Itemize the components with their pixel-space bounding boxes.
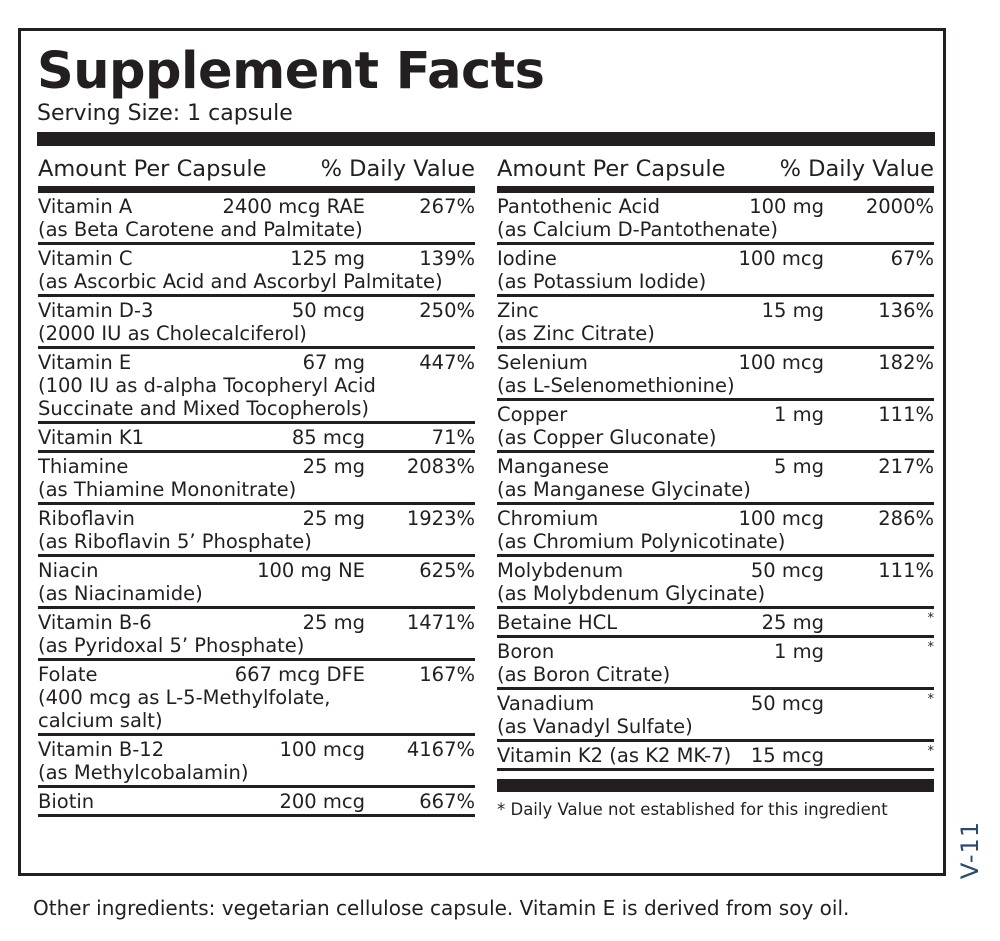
nutrient-source: (as Vanadyl Sulfate) <box>497 715 693 738</box>
nutrient-source: (as Molybdenum Glycinate) <box>497 582 766 605</box>
nutrient-name: Betaine HCL <box>497 611 618 634</box>
nutrient-daily-value: 182% <box>878 351 934 374</box>
nutrient-source: (as Methylcobalamin) <box>38 761 249 784</box>
nutrient-amount: 25 mg <box>302 455 365 478</box>
nutrient-row <box>38 505 475 557</box>
nutrient-main-line <box>38 426 475 449</box>
nutrient-daily-value: 267% <box>419 195 475 218</box>
nutrient-amount: 25 mg <box>302 611 365 634</box>
nutrient-amount: 67 mg <box>302 351 365 374</box>
nutrient-source: (400 mcg as L-5-Methylfolate, <box>38 686 331 709</box>
nutrient-main-line <box>38 455 475 478</box>
nutrient-amount: 100 mcg <box>738 507 824 530</box>
nutrient-row <box>497 742 934 771</box>
column-header <box>497 155 934 183</box>
nutrient-source: (as Manganese Glycinate) <box>497 478 751 501</box>
nutrient-amount: 15 mg <box>761 299 824 322</box>
nutrient-amount: 100 mcg <box>738 247 824 270</box>
nutrient-row <box>497 690 934 742</box>
nutrient-amount: 1 mg <box>774 403 824 426</box>
nutrient-amount: 15 mcg <box>750 744 824 767</box>
nutrient-row <box>38 245 475 297</box>
nutrient-name: Manganese <box>497 455 609 478</box>
daily-value-header: % Daily Value <box>779 156 934 182</box>
bottom-divider-bar <box>497 779 934 792</box>
nutrient-daily-value: 2083% <box>406 455 475 478</box>
nutrient-name: Pantothenic Acid <box>497 195 660 218</box>
nutrient-amount: 25 mg <box>302 507 365 530</box>
nutrient-row <box>38 349 475 424</box>
nutrient-name: Iodine <box>497 247 557 270</box>
nutrient-row <box>38 661 475 736</box>
nutrient-source: (as Thiamine Mononitrate) <box>38 478 297 501</box>
nutrient-daily-value: 136% <box>878 299 934 322</box>
nutrient-daily-value: 1471% <box>406 611 475 634</box>
nutrient-daily-value: 286% <box>878 507 934 530</box>
nutrient-source: (as Zinc Citrate) <box>497 322 655 345</box>
nutrient-main-line <box>497 559 934 582</box>
nutrient-amount: 1 mg <box>774 640 824 663</box>
nutrient-daily-value: * <box>927 692 934 707</box>
nutrient-amount: 2400 mcg RAE <box>222 195 365 218</box>
footnote: * Daily Value not established for this ingredient <box>497 800 888 819</box>
left-nutrient-column <box>38 155 475 817</box>
column-header <box>38 155 475 183</box>
nutrient-name: Boron <box>497 640 555 663</box>
nutrient-row <box>497 297 934 349</box>
nutrient-row <box>497 193 934 245</box>
nutrient-row <box>38 453 475 505</box>
nutrient-name: Riboflavin <box>38 507 135 530</box>
product-code-text: V-11 <box>956 820 984 880</box>
nutrient-daily-value: 1923% <box>406 507 475 530</box>
nutrient-source: Succinate and Mixed Tocopherols) <box>38 397 370 420</box>
nutrient-row <box>38 424 475 453</box>
nutrient-source: (100 IU as d-alpha Tocopheryl Acid <box>38 374 376 397</box>
nutrient-amount: 667 mcg DFE <box>234 663 365 686</box>
nutrient-name: Selenium <box>497 351 588 374</box>
nutrient-main-line <box>497 247 934 270</box>
nutrient-amount: 50 mcg <box>750 559 824 582</box>
nutrient-main-line <box>38 663 475 686</box>
nutrient-row <box>497 557 934 609</box>
nutrient-name: Chromium <box>497 507 599 530</box>
nutrient-source: (as Niacinamide) <box>38 582 203 605</box>
nutrient-name: Vitamin A <box>38 195 133 218</box>
nutrient-main-line <box>497 299 934 322</box>
nutrient-name: Biotin <box>38 790 95 813</box>
nutrient-name: Vitamin K2 (as K2 MK-7) <box>497 744 732 767</box>
right-nutrient-rows <box>497 193 934 771</box>
nutrient-name: Copper <box>497 403 568 426</box>
daily-value-header: % Daily Value <box>320 156 475 182</box>
nutrient-amount: 25 mg <box>761 611 824 634</box>
nutrient-daily-value: * <box>927 611 934 626</box>
product-code <box>950 820 990 880</box>
nutrient-main-line <box>38 507 475 530</box>
nutrient-daily-value: 625% <box>419 559 475 582</box>
nutrient-main-line <box>38 559 475 582</box>
header-divider-bar <box>38 186 475 193</box>
nutrient-daily-value: 4167% <box>406 738 475 761</box>
nutrient-main-line <box>497 507 934 530</box>
nutrient-daily-value: 167% <box>419 663 475 686</box>
nutrient-name: Vitamin B-12 <box>38 738 165 761</box>
nutrient-main-line <box>38 611 475 634</box>
nutrient-main-line <box>497 351 934 374</box>
nutrient-name: Vanadium <box>497 692 595 715</box>
nutrient-row <box>497 401 934 453</box>
top-divider-bar <box>37 132 935 146</box>
nutrient-source: (as Ascorbic Acid and Ascorbyl Palmitate) <box>38 270 443 293</box>
nutrient-main-line <box>497 611 934 634</box>
nutrient-name: Vitamin C <box>38 247 133 270</box>
nutrient-amount: 125 mg <box>290 247 365 270</box>
nutrient-name: Molybdenum <box>497 559 624 582</box>
nutrient-daily-value: 139% <box>419 247 475 270</box>
nutrient-main-line <box>497 692 934 715</box>
nutrient-daily-value: * <box>927 640 934 655</box>
nutrient-amount: 100 mg <box>749 195 824 218</box>
nutrient-source: (as Boron Citrate) <box>497 663 671 686</box>
right-nutrient-column <box>497 155 934 821</box>
nutrient-amount: 50 mcg <box>750 692 824 715</box>
nutrient-name: Vitamin B-6 <box>38 611 152 634</box>
nutrient-row <box>38 193 475 245</box>
nutrient-row <box>38 736 475 788</box>
nutrient-daily-value: * <box>927 744 934 759</box>
nutrient-amount: 5 mg <box>774 455 824 478</box>
nutrient-source: (as Beta Carotene and Palmitate) <box>38 218 363 241</box>
nutrient-name: Vitamin K1 <box>38 426 145 449</box>
nutrient-main-line <box>497 455 934 478</box>
nutrient-daily-value: 67% <box>890 247 934 270</box>
nutrient-main-line <box>38 299 475 322</box>
nutrient-main-line <box>38 738 475 761</box>
left-nutrient-rows <box>38 193 475 817</box>
nutrient-row <box>38 788 475 817</box>
nutrient-row <box>38 297 475 349</box>
nutrient-source: (as Copper Gluconate) <box>497 426 717 449</box>
nutrient-source: (as Riboflavin 5’ Phosphate) <box>38 530 312 553</box>
nutrient-source: (as Chromium Polynicotinate) <box>497 530 786 553</box>
nutrient-name: Zinc <box>497 299 539 322</box>
nutrient-daily-value: 2000% <box>865 195 934 218</box>
nutrient-row <box>497 638 934 690</box>
nutrient-name: Vitamin D-3 <box>38 299 154 322</box>
nutrient-amount: 100 mg NE <box>257 559 365 582</box>
nutrient-name: Thiamine <box>38 455 129 478</box>
nutrient-name: Folate <box>38 663 98 686</box>
nutrient-daily-value: 111% <box>878 403 934 426</box>
nutrient-daily-value: 217% <box>878 455 934 478</box>
nutrient-name: Niacin <box>38 559 99 582</box>
supplement-facts-panel <box>18 28 946 876</box>
nutrient-main-line <box>38 790 475 813</box>
nutrient-row <box>497 349 934 401</box>
nutrient-daily-value: 667% <box>419 790 475 813</box>
nutrient-source: (2000 IU as Cholecalciferol) <box>38 322 307 345</box>
panel-title: Supplement Facts <box>37 42 545 101</box>
nutrient-row <box>38 609 475 661</box>
nutrient-daily-value: 71% <box>431 426 475 449</box>
nutrient-amount: 100 mcg <box>279 738 365 761</box>
nutrient-main-line <box>497 744 934 767</box>
nutrient-row <box>497 505 934 557</box>
amount-per-capsule-header: Amount Per Capsule <box>38 156 267 182</box>
nutrient-source: (as Potassium Iodide) <box>497 270 707 293</box>
nutrient-main-line <box>38 195 475 218</box>
nutrient-amount: 85 mcg <box>291 426 365 449</box>
serving-size: Serving Size: 1 capsule <box>37 101 293 126</box>
nutrient-source: (as Calcium D-Pantothenate) <box>497 218 778 241</box>
nutrient-name: Vitamin E <box>38 351 132 374</box>
nutrient-daily-value: 447% <box>419 351 475 374</box>
nutrient-amount: 100 mcg <box>738 351 824 374</box>
nutrient-amount: 50 mcg <box>291 299 365 322</box>
nutrient-row <box>497 609 934 638</box>
amount-per-capsule-header: Amount Per Capsule <box>497 156 726 182</box>
nutrient-main-line <box>497 403 934 426</box>
other-ingredients: Other ingredients: vegetarian cellulose capsule. Vitamin E is derived from soy oil. <box>33 896 850 920</box>
nutrient-source: (as Pyridoxal 5’ Phosphate) <box>38 634 305 657</box>
nutrient-main-line <box>38 247 475 270</box>
nutrient-daily-value: 250% <box>419 299 475 322</box>
nutrient-amount: 200 mcg <box>279 790 365 813</box>
nutrient-main-line <box>38 351 475 374</box>
nutrient-main-line <box>497 640 934 663</box>
nutrient-daily-value: 111% <box>878 559 934 582</box>
nutrient-row <box>497 453 934 505</box>
header-divider-bar <box>497 186 934 193</box>
nutrient-source: (as L-Selenomethionine) <box>497 374 735 397</box>
nutrient-row <box>497 245 934 297</box>
nutrient-row <box>38 557 475 609</box>
nutrient-source: calcium salt) <box>38 709 163 732</box>
nutrient-main-line <box>497 195 934 218</box>
